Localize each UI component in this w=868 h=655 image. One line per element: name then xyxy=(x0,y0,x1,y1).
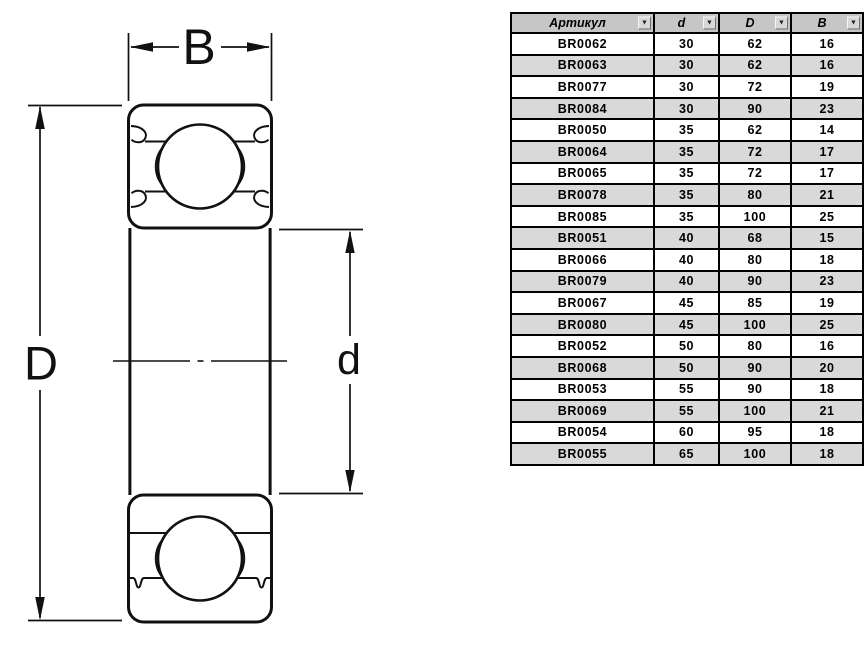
cell-B: 17 xyxy=(791,163,863,185)
cell-B: 20 xyxy=(791,357,863,379)
column-header-d-label: d xyxy=(677,16,686,30)
cell-d: 30 xyxy=(654,33,719,55)
cell-B: 23 xyxy=(791,271,863,293)
table-row xyxy=(511,357,863,379)
cell-d: 40 xyxy=(654,249,719,271)
cell-B: 17 xyxy=(791,141,863,163)
bearing-size-table xyxy=(510,12,864,466)
d-inner-arrow-bottom xyxy=(345,470,354,493)
cell-article: BR0064 xyxy=(511,141,654,163)
cell-B: 18 xyxy=(791,422,863,444)
bearing-top-section xyxy=(129,105,272,228)
cell-article: BR0066 xyxy=(511,249,654,271)
cell-article: BR0054 xyxy=(511,422,654,444)
cell-D: 62 xyxy=(719,55,791,77)
cell-D: 85 xyxy=(719,292,791,314)
cell-D: 80 xyxy=(719,335,791,357)
table-row xyxy=(511,379,863,401)
cell-D: 72 xyxy=(719,76,791,98)
cell-d: 50 xyxy=(654,335,719,357)
cell-d: 60 xyxy=(654,422,719,444)
table-row xyxy=(511,33,863,55)
cell-D: 80 xyxy=(719,249,791,271)
cell-D: 62 xyxy=(719,33,791,55)
d-inner-arrow-top xyxy=(345,231,354,254)
inner-diameter-label-d: d xyxy=(337,336,361,384)
cell-d: 35 xyxy=(654,206,719,228)
cell-d: 35 xyxy=(654,119,719,141)
cell-article: BR0068 xyxy=(511,357,654,379)
table-row xyxy=(511,335,863,357)
cell-article: BR0077 xyxy=(511,76,654,98)
cell-B: 19 xyxy=(791,76,863,98)
cell-D: 80 xyxy=(719,184,791,206)
cell-article: BR0051 xyxy=(511,227,654,249)
cell-d: 35 xyxy=(654,163,719,185)
b-arrow-right xyxy=(247,42,270,52)
cell-B: 16 xyxy=(791,335,863,357)
outer-diameter-label-d: D xyxy=(24,336,58,390)
filter-dropdown-article[interactable]: ▼ xyxy=(638,17,651,30)
cell-d: 55 xyxy=(654,400,719,422)
cell-article: BR0050 xyxy=(511,119,654,141)
column-header-B-label: B xyxy=(817,16,827,30)
table-row xyxy=(511,443,863,465)
cell-B: 21 xyxy=(791,400,863,422)
table-row xyxy=(511,249,863,271)
table-row xyxy=(511,163,863,185)
cell-article: BR0084 xyxy=(511,98,654,120)
table-row xyxy=(511,292,863,314)
table-row xyxy=(511,184,863,206)
table-row xyxy=(511,400,863,422)
cell-d: 45 xyxy=(654,314,719,336)
table-header-row xyxy=(511,13,863,33)
table-row xyxy=(511,119,863,141)
cell-article: BR0055 xyxy=(511,443,654,465)
cell-B: 16 xyxy=(791,33,863,55)
filter-dropdown-d[interactable]: ▼ xyxy=(703,17,716,30)
cell-article: BR0079 xyxy=(511,271,654,293)
cell-d: 35 xyxy=(654,141,719,163)
table-row xyxy=(511,206,863,228)
table-row xyxy=(511,227,863,249)
cell-article: BR0078 xyxy=(511,184,654,206)
bearing-bottom-section xyxy=(129,495,272,622)
column-header-d xyxy=(654,13,719,33)
cell-article: BR0085 xyxy=(511,206,654,228)
cell-d: 55 xyxy=(654,379,719,401)
size-table xyxy=(510,12,864,466)
cell-D: 72 xyxy=(719,163,791,185)
cell-d: 45 xyxy=(654,292,719,314)
table-row xyxy=(511,141,863,163)
cell-article: BR0067 xyxy=(511,292,654,314)
table-row xyxy=(511,271,863,293)
cell-d: 30 xyxy=(654,98,719,120)
cell-d: 65 xyxy=(654,443,719,465)
cell-B: 21 xyxy=(791,184,863,206)
filter-dropdown-B[interactable]: ▼ xyxy=(847,17,860,30)
table-row xyxy=(511,98,863,120)
cell-D: 90 xyxy=(719,357,791,379)
column-header-article-label: Артикул xyxy=(549,16,606,30)
column-header-B xyxy=(791,13,863,33)
cell-d: 30 xyxy=(654,55,719,77)
cell-article: BR0052 xyxy=(511,335,654,357)
cell-B: 15 xyxy=(791,227,863,249)
cell-d: 30 xyxy=(654,76,719,98)
cell-d: 40 xyxy=(654,227,719,249)
column-header-article xyxy=(511,13,654,33)
cell-B: 25 xyxy=(791,206,863,228)
cell-article: BR0065 xyxy=(511,163,654,185)
cell-d: 35 xyxy=(654,184,719,206)
cell-article: BR0080 xyxy=(511,314,654,336)
cell-article: BR0069 xyxy=(511,400,654,422)
column-header-D-label: D xyxy=(745,16,755,30)
d-outer-arrow-top xyxy=(35,106,45,129)
cell-D: 100 xyxy=(719,443,791,465)
cell-article: BR0063 xyxy=(511,55,654,77)
cell-D: 68 xyxy=(719,227,791,249)
cell-B: 18 xyxy=(791,443,863,465)
b-arrow-left xyxy=(130,42,153,52)
ball-bottom xyxy=(158,517,242,601)
cell-d: 40 xyxy=(654,271,719,293)
cell-D: 100 xyxy=(719,314,791,336)
table-row xyxy=(511,55,863,77)
cell-B: 19 xyxy=(791,292,863,314)
cell-B: 16 xyxy=(791,55,863,77)
cell-D: 90 xyxy=(719,98,791,120)
d-outer-arrow-bottom xyxy=(35,597,45,620)
table-body xyxy=(511,33,863,465)
cell-B: 23 xyxy=(791,98,863,120)
column-header-D xyxy=(719,13,791,33)
cell-D: 100 xyxy=(719,400,791,422)
filter-dropdown-D[interactable]: ▼ xyxy=(775,17,788,30)
cell-B: 18 xyxy=(791,249,863,271)
cell-article: BR0053 xyxy=(511,379,654,401)
cell-d: 50 xyxy=(654,357,719,379)
cell-B: 14 xyxy=(791,119,863,141)
cell-B: 25 xyxy=(791,314,863,336)
cell-D: 90 xyxy=(719,271,791,293)
cell-D: 90 xyxy=(719,379,791,401)
cell-B: 18 xyxy=(791,379,863,401)
cell-D: 72 xyxy=(719,141,791,163)
table-row xyxy=(511,314,863,336)
cell-D: 100 xyxy=(719,206,791,228)
ball-top xyxy=(158,125,242,209)
width-label-b: B xyxy=(182,19,216,75)
cell-article: BR0062 xyxy=(511,33,654,55)
table-row xyxy=(511,422,863,444)
cell-D: 62 xyxy=(719,119,791,141)
cell-D: 95 xyxy=(719,422,791,444)
table-row xyxy=(511,76,863,98)
